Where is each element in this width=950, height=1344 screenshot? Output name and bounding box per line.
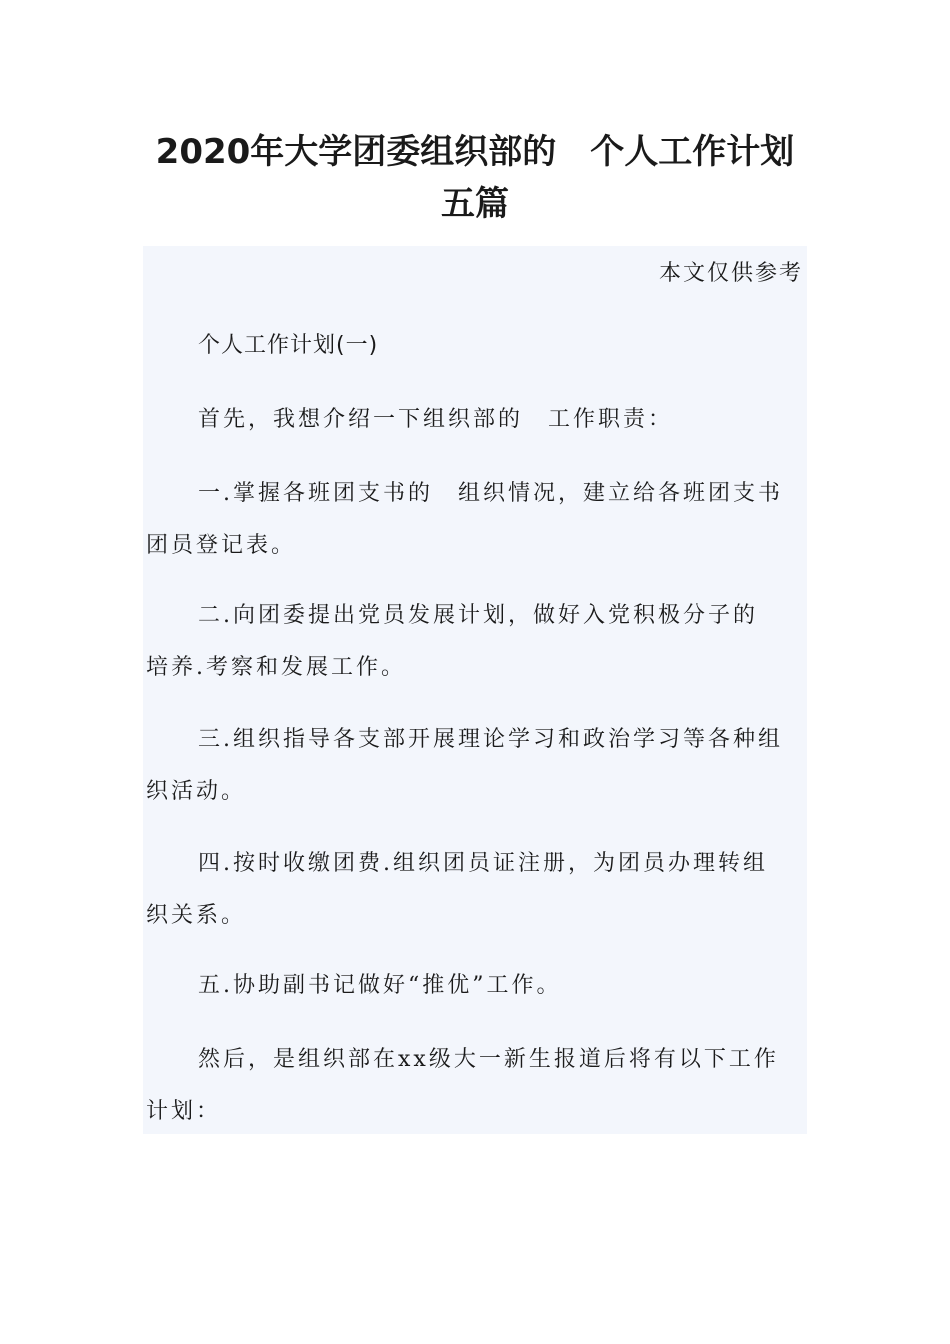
paragraph-line: 然后，是组织部在xx级大一新生报道后将有以下工作 xyxy=(198,1047,779,1072)
document-title-line-1: 2020年大学团委组织部的 个人工作计划 xyxy=(155,132,795,172)
paragraph-line: 二.向团委提出党员发展计划，做好入党积极分子的 xyxy=(198,603,758,628)
paragraph-line: 织活动。 xyxy=(146,779,247,804)
paragraph-line: 团员登记表。 xyxy=(146,533,297,558)
paragraph-line: 计划： xyxy=(146,1099,222,1124)
content-panel xyxy=(143,246,807,1134)
paragraph-line: 四.按时收缴团费.组织团员证注册，为团员办理转组 xyxy=(198,851,768,876)
paragraph-line: 培养.考察和发展工作。 xyxy=(146,655,406,680)
document-title-line-2: 五篇 xyxy=(441,184,509,224)
paragraph-line: 一.掌握各班团支书的 组织情况，建立给各班团支书 xyxy=(198,481,783,506)
paragraph-line: 三.组织指导各支部开展理论学习和政治学习等各种组 xyxy=(198,727,783,752)
paragraph-line: 首先，我想介绍一下组织部的 工作职责： xyxy=(198,407,674,432)
reference-note: 本文仅供参考 xyxy=(658,261,803,286)
paragraph-line: 织关系。 xyxy=(146,903,247,928)
paragraph-line: 五.协助副书记做好“推优”工作。 xyxy=(198,973,562,998)
section-heading: 个人工作计划(一) xyxy=(198,333,379,358)
